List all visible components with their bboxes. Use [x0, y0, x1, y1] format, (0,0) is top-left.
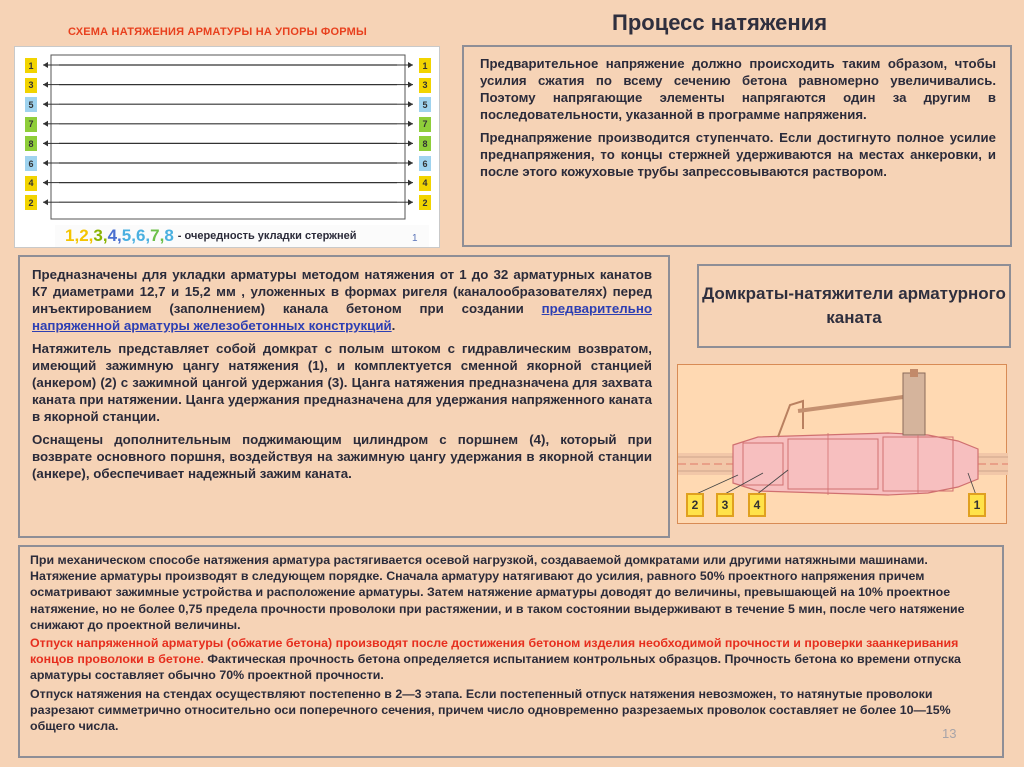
legend-text: - очередность укладки стержней — [177, 230, 357, 242]
order-label: 2 — [25, 195, 37, 210]
legend-digit: 8 — [164, 226, 174, 245]
order-label: 6 — [419, 156, 431, 171]
legend-digit: 6, — [135, 226, 151, 245]
order-label: 3 — [25, 78, 37, 93]
stand-release-paragraph: Отпуск натяжения на стендах осуществляют постепенно в 2—3 этапа. Если постепенный отпуск натяжения невозможен, то натянутые проволоки разрезают симметрично относительно оси поперечного сечения, причем число одновременно разрезаемых проволок составляет не более 10—15% общего числа. — [30, 686, 951, 734]
process-paragraph-2: Преднапряжение производится ступенчато. Если достигнуто полное усилие преднапряжения, то концы стержней удерживаются на местах анкеровки, и после этого кожуховые трубы запрессовываются раствором. — [480, 130, 996, 179]
jack-title-box — [697, 264, 1011, 348]
order-label: 5 — [419, 97, 431, 112]
jack-paragraph-1-text: Предназначены для укладки арматуры методом натяжения от 1 до 32 арматурных канатов К7 диаметрами 12,7 и 15,2 мм , уложенных в формах ригеля (каналообразователях) перед инъектированием (заполнением) канала бетоном при создании — [32, 267, 652, 316]
mechanical-paragraph-1: При механическом способе натяжения арматура растягивается осевой нагрузкой, создаваемой домкратами или другими натяжными машинами. Натяжение арматуры производят в следующем порядке. Сначала арматуру натягивают до усилия, равного 50% проектного напряжения причем осматривают зажимные устройства и расположение арматуры. Затем натяжение арматуры доводят до величины, превышающей на 10% проектное натяжение, но не более 0,75 предела прочности проволоки при растяжении, и в таком состоянии выдерживают в течение 5 мин, после чего натяжение снижают до проектной величины. — [30, 553, 965, 632]
jack-paragraph-2: Натяжитель представляет собой домкрат с полым штоком с гидравлическим возвратом, имеющий зажимную цангу натяжения (1), и комплектуется сменной якорной станцией (анкером) (2) с зажимной цангой удержания (3). Цанга натяжения предназначена для захвата каната при натяжении. Цанга удержания предназначена для удержания напряженного каната в якорной станции. — [32, 341, 652, 424]
order-legend — [55, 225, 429, 247]
release-text: Фактическая прочность бетона определяется испытанием контрольных образцов. Прочность бетона ко времени отпуска арматуры составляет обычно 70% проектной прочности. — [30, 652, 961, 683]
jack-paragraph-3: Оснащены дополнительным поджимающим цилиндром с поршнем (4), который при возврате основного поршня, воздействуя на зажимную цангу удержания в якорной станции (анкере), обеспечивает надежный зажим каната. — [32, 432, 652, 481]
valve-cap — [910, 369, 918, 377]
scheme-title: СХЕМА НАТЯЖЕНИЯ АРМАТУРЫ НА УПОРЫ ФОРМЫ — [68, 26, 367, 38]
order-label: 3 — [419, 78, 431, 93]
order-label: 7 — [25, 117, 37, 132]
jack-description-box — [18, 255, 670, 538]
arrow-head — [408, 101, 413, 107]
order-label: 5 — [25, 97, 37, 112]
jack-paragraph-1 — [32, 266, 652, 334]
order-label: 2 — [419, 195, 431, 210]
arrow-head — [43, 82, 48, 88]
arrow-head — [43, 62, 48, 68]
part-badge-4: 4 — [748, 493, 766, 517]
process-paragraph-1: Предварительное напряжение должно происходить таким образом, чтобы усилия сжатия по всему сечению бетона равномерно увеличивались. Поэтому напрягающие элементы напрягаются один за другим в последовательности, указанной в программе напряжения. — [480, 56, 996, 122]
order-label: 8 — [419, 136, 431, 151]
page-title: Процесс натяжения — [612, 10, 828, 35]
part-badge-2: 2 — [686, 493, 704, 517]
arrow-head — [43, 101, 48, 107]
part-badge-1: 1 — [968, 493, 986, 517]
release-highlight: Отпуск напряженной арматуры (обжатие бетона) производят после достижения бетоном изделия необходимой прочности и проверки заанкеривания концов проволоки в бетоне. — [30, 636, 959, 667]
order-label: 1 — [25, 58, 37, 73]
scheme-mark: 1 — [412, 233, 418, 244]
arrow-head — [408, 180, 413, 186]
arrow-head — [408, 62, 413, 68]
scheme-lines — [15, 47, 441, 249]
legend-digit: 3, — [93, 226, 108, 245]
release-paragraph — [30, 635, 994, 684]
jack-body — [733, 433, 978, 495]
hydraulic-valve — [903, 373, 925, 435]
order-label: 7 — [419, 117, 431, 132]
arrow-head — [408, 121, 413, 127]
legend-digit: 7, — [150, 226, 165, 245]
jack-drawing — [677, 364, 1007, 524]
legend-digits — [65, 226, 174, 246]
hydraulic-fitting-left — [778, 401, 803, 437]
legend-digit: 2, — [79, 226, 94, 245]
prestressed-reinforcement-link[interactable]: предварительно напряженной арматуры железобетонных конструкций — [32, 301, 652, 333]
jack-title: Домкраты-натяжители арматурного каната — [702, 284, 1006, 327]
hydraulic-hose — [798, 397, 903, 411]
leader-line-2 — [694, 475, 738, 495]
page-number: 13 — [942, 726, 957, 741]
tensioning-scheme-diagram — [14, 46, 440, 248]
jack-paragraph-1-end: . — [391, 318, 396, 333]
arrow-head — [408, 140, 413, 146]
arrow-head — [43, 140, 48, 146]
arrow-head — [408, 199, 413, 205]
legend-digit: 1, — [65, 226, 80, 245]
order-label: 4 — [419, 176, 431, 191]
arrow-head — [43, 121, 48, 127]
arrow-head — [43, 199, 48, 205]
order-label: 1 — [419, 58, 431, 73]
arrow-head — [43, 160, 48, 166]
arrow-head — [408, 82, 413, 88]
arrow-head — [408, 160, 413, 166]
order-label: 4 — [25, 176, 37, 191]
mechanical-tensioning-box — [18, 545, 1004, 758]
arrow-head — [43, 180, 48, 186]
part-badge-3: 3 — [716, 493, 734, 517]
scheme-frame — [51, 55, 405, 219]
process-description-box — [462, 45, 1012, 247]
legend-digit: 5, — [121, 226, 136, 245]
order-label: 8 — [25, 136, 37, 151]
legend-digit: 4, — [107, 226, 122, 245]
order-label: 6 — [25, 156, 37, 171]
